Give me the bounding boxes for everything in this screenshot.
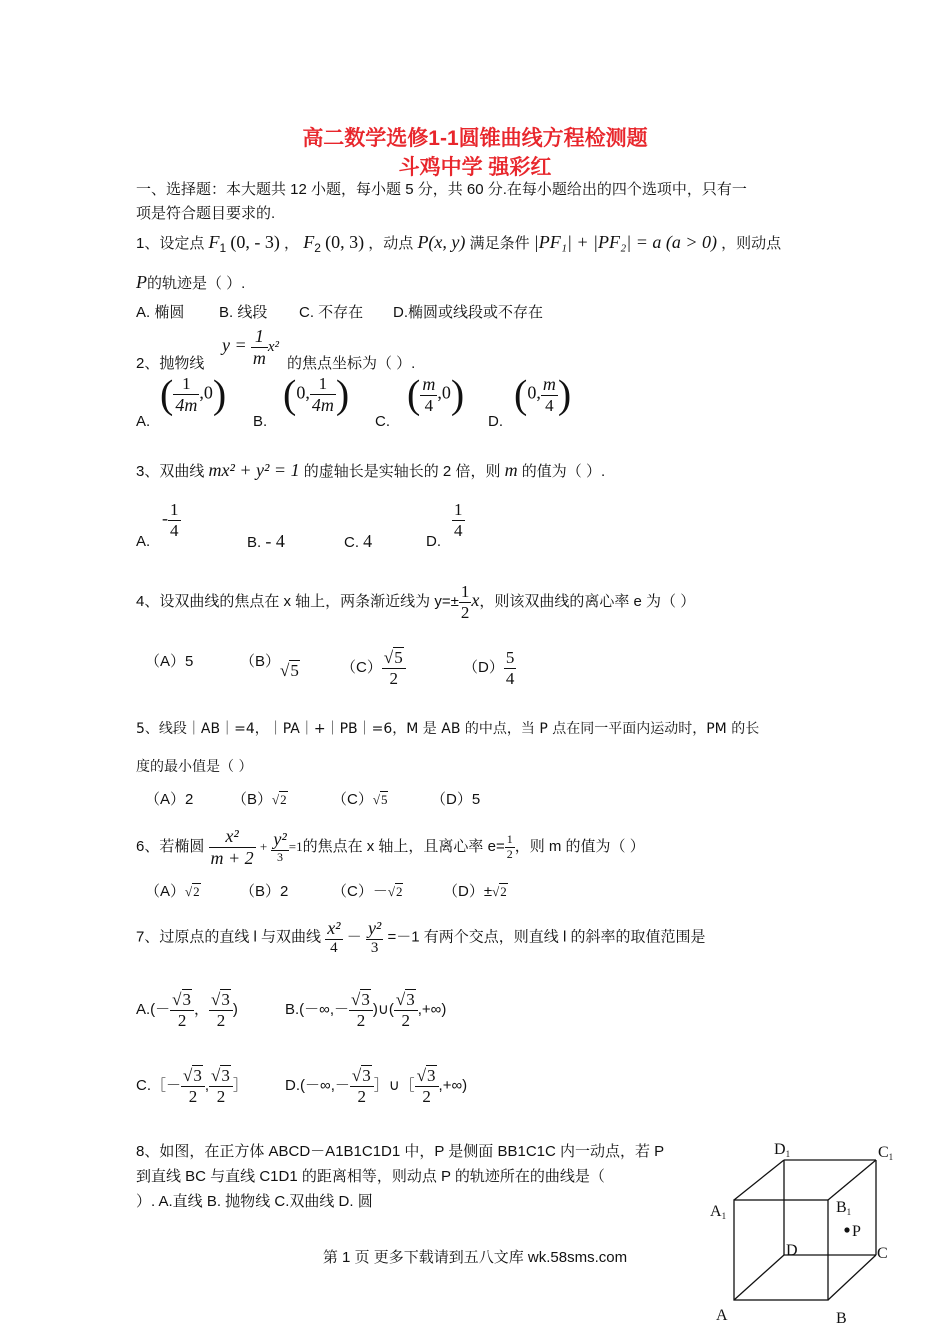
q2-option-a: ( $\frac{1}{4m}$ ,0) [160,371,227,417]
q1-option-b: B. 线段 [219,304,268,321]
q3-option-b: B. - 4 [247,531,285,551]
label-c: C [877,1245,888,1262]
q3-label-d: D. [426,533,441,550]
q5-option-d: （D）5 [431,791,481,808]
q5-option-b: （B）√2 [232,791,287,808]
question-8-line-2: 到直线 BC 与直线 C1D1 的距离相等，则动点 P 的轨迹所在的曲线是（ [136,1168,605,1185]
q4-option-c: （C） $\frac{√5}{2}$ [341,648,406,688]
page-title: 高二数学选修1-1圆锥曲线方程检测题 [302,127,648,150]
q6-option-a: （A）√2 [145,883,200,900]
q6-option-b: （B）2 [240,883,289,900]
q1-f2: F [303,232,315,252]
q2-label-c: C. [375,413,390,430]
q4-option-a: （A）5 [145,653,194,670]
q2-label-a: A. [136,413,151,430]
q3-option-d: $\frac{1}{4}$ [454,500,463,540]
q2-option-c: ( $\frac{m}{4}$ ,0) [407,371,465,417]
page-subtitle: 斗鸡中学 强彩红 [398,156,552,179]
q1-option-a: A. 椭圆 [136,304,185,321]
label-p: P [852,1223,861,1240]
q1-f1: F [208,232,220,252]
q3-equation: mx² + y² = 1 [208,460,300,480]
label-a1: A1 [710,1203,727,1221]
q1-option-c: C. 不存在 [299,304,364,321]
cube-figure [700,1130,910,1340]
q2-pre: 2、抛物线 [136,355,205,372]
q4-option-d: （D） $\frac{5}{4}$ [463,648,515,688]
q6-option-d: （D）±√2 [443,883,507,900]
q2-option-d: (0, $\frac{m}{4}$ ) [514,371,572,417]
question-1: 1、设定点 $F_1$ (0, - 3) ， $F_2$ (0, 3) ，动点 P(x, y) 满足条件 |PF₁| + |PF₂| = a (a > 0) ，则动点 [136,232,782,255]
q3-label-a: A. [136,533,151,550]
q3-option-a: - $\frac{1}{4}$ [162,500,179,540]
q2-post: 的焦点坐标为（ ）. [287,355,416,372]
intro-line-1: 一、选择题：本大题共 12 小题，每小题 5 分，共 60 分.在每小题给出的四个选项中，只有一 [136,181,747,198]
label-a: A [716,1307,728,1324]
q3-option-c: C. 4 [344,531,373,551]
label-d: D [786,1242,798,1259]
label-d1: D1 [774,1141,791,1159]
q7-option-d: D.(－∞,－ $\frac{√3}{2}$ ］∪［ $\frac{√3}{2}$ ,+∞) [285,1066,468,1106]
intro-line-2: 项是符合题目要求的. [136,205,276,222]
q1-point-p: P(x, y) [417,232,466,252]
q1-f2-coord: (0, 3) [325,232,365,252]
q7-option-a: A.(－ $\frac{√3}{2}$ ， $\frac{√3}{2}$ ) [136,990,238,1030]
q2-label-d: D. [488,413,503,430]
label-b1: B1 [836,1199,852,1217]
q1-f1-coord: (0, - 3) [230,232,280,252]
q2-label-b: B. [253,413,268,430]
q1-pre: 1、设定点 [136,235,205,252]
q5-option-c: （C）√5 [332,791,388,808]
q1-condition: |PF₁| + |PF₂| = a (a > 0) [533,232,717,252]
question-7: 7、过原点的直线 l 与双曲线 $\frac{\text{x²}}{4}$ － $\frac{\text{y²}}{3}$ =－1 有两个交点，则直线 l 的斜率的取值范围是 [136,918,706,956]
label-c1: C1 [878,1144,894,1162]
q2-option-b: (0, $\frac{1}{4m}$ ) [283,371,350,417]
page-footer: 第 1 页 更多下载请到五八文库 wk.58sms.com [322,1249,628,1266]
q7-option-c: C.［－ $\frac{√3}{2}$ , $\frac{√3}{2}$ ］ [136,1066,248,1106]
q7-option-b: B.(－∞,－ $\frac{√3}{2}$ )∪( $\frac{√3}{2}$ ,+∞) [285,990,447,1030]
question-5-line-1: 5、线段｜AB｜=4，｜PA｜+｜PB｜=6，M 是 AB 的中点，当 P 点在同一平面内运动时，PM 的长 [136,721,760,737]
question-8-line-1: 8、如图，在正方体 ABCD－A1B1C1D1 中，P 是侧面 BB1C1C 内一动点，若 P [136,1143,665,1160]
question-5-line-2: 度的最小值是（ ） [136,759,253,775]
question-6: 6、若椭圆 $\frac{\text{x²}}{m + 2}$ + $\frac{\text{y²}}{3}$ =1的焦点在 x 轴上，且离心率 e= $\frac{1}{2}$ ，则 m 的值为（ ） [136,826,645,868]
question-8-line-3: ）. A.直线 B. 抛物线 C.双曲线 D. 圆 [136,1193,373,1210]
question-1-line-2: P的轨迹是（ ）. [136,272,246,292]
q2-equation: y = $\frac{1}{m}$ x² [222,326,279,368]
question-4: 4、设双曲线的焦点在 x 轴上，两条渐近线为 y=± $\frac{1}{2}$ x，则该双曲线的离心率 e 为（ ） [136,582,696,622]
q5-option-a: （A）2 [145,791,194,808]
q6-option-c: （C）－√2 [332,883,403,900]
q4-option-b: （B）√5 [240,653,299,680]
label-b: B [836,1310,847,1327]
q1-option-d: D.椭圆或线段或不存在 [393,304,544,321]
question-3: 3、双曲线 mx² + y² = 1 的虚轴长是实轴长的 2 倍，则 m 的值为（ ）. [136,460,606,480]
